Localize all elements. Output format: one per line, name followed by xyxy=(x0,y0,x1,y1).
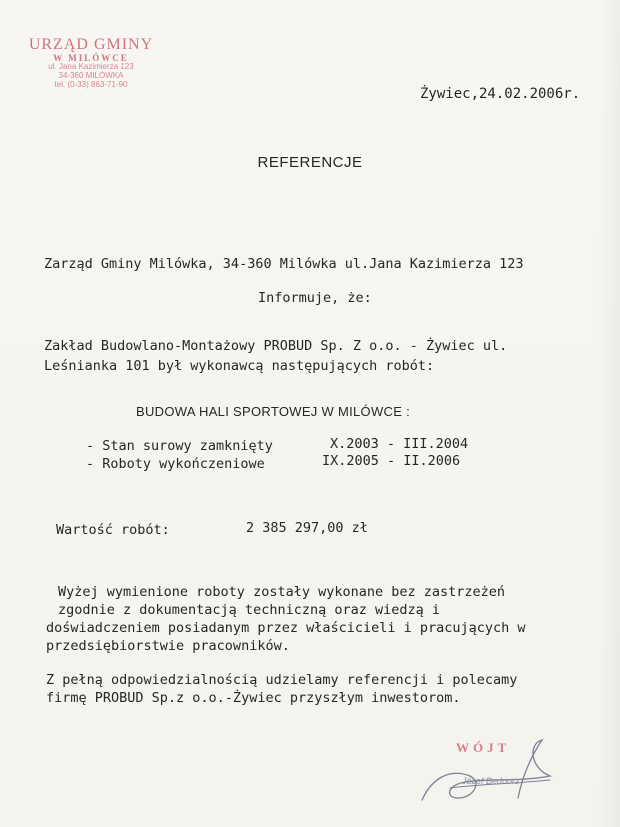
signatory-name: Józef Bednorz xyxy=(462,776,520,786)
work-1-period: X.2003 - III.2004 xyxy=(330,436,469,452)
stamp-line-2: W MILÓWCE xyxy=(53,52,129,63)
work-1-label: - Stan surowy zamknięty xyxy=(86,438,273,454)
para1-line-2: zgodnie z dokumentacją techniczną oraz wiedzą i xyxy=(58,602,441,618)
para1-line-4: przedsiębiorstwie pracowników. xyxy=(46,638,290,654)
para1-line-1: Wyżej wymienione roboty zostały wykonane bez zastrzeżeń xyxy=(58,584,506,600)
para2-line-1: Z pełną odpowiedzialnością udzielamy referencji i polecamy xyxy=(46,672,518,688)
intro-line: Zarząd Gminy Milówka, 34-360 Milówka ul.Jana Kazimierza 123 xyxy=(44,256,524,272)
work-2-period: IX.2005 - II.2006 xyxy=(322,453,461,469)
page-shadow xyxy=(598,0,620,827)
para1-line-3: doświadczeniem posiadanym przez właścicieli i pracujących w xyxy=(46,620,526,636)
value-label: Wartość robót: xyxy=(56,522,170,538)
project-title: BUDOWA HALI SPORTOWEJ W MILÓWCE : xyxy=(136,404,411,419)
stamp-line-1: URZĄD GMINY xyxy=(28,36,154,53)
para2-line-2: firmę PROBUD Sp.z o.o.-Żywiec przyszłym inwestorom. xyxy=(46,690,461,706)
document-date: Żywiec,24.02.2006r. xyxy=(420,86,581,102)
company-line-2: Leśnianka 101 był wykonawcą następujących robót: xyxy=(44,358,435,374)
document-title: REFERENCJE xyxy=(257,154,363,171)
company-line-1: Zakład Budowlano-Montażowy PROBUD Sp. Z o.o. - Żywiec ul. xyxy=(44,338,508,354)
value-amount: 2 385 297,00 zł xyxy=(246,520,368,536)
stamp-line-4: 34-360 MILÓWKA xyxy=(58,71,124,81)
stamp-line-5: tel. (0-33) 863-71-90 xyxy=(54,80,128,90)
stamp-line-3: ul. Jana Kazimierza 123 xyxy=(48,62,134,72)
work-2-label: - Roboty wykończeniowe xyxy=(86,456,265,472)
informs-line: Informuje, że: xyxy=(258,290,372,306)
signature-role: WÓJT xyxy=(456,740,511,755)
office-stamp xyxy=(16,36,166,90)
